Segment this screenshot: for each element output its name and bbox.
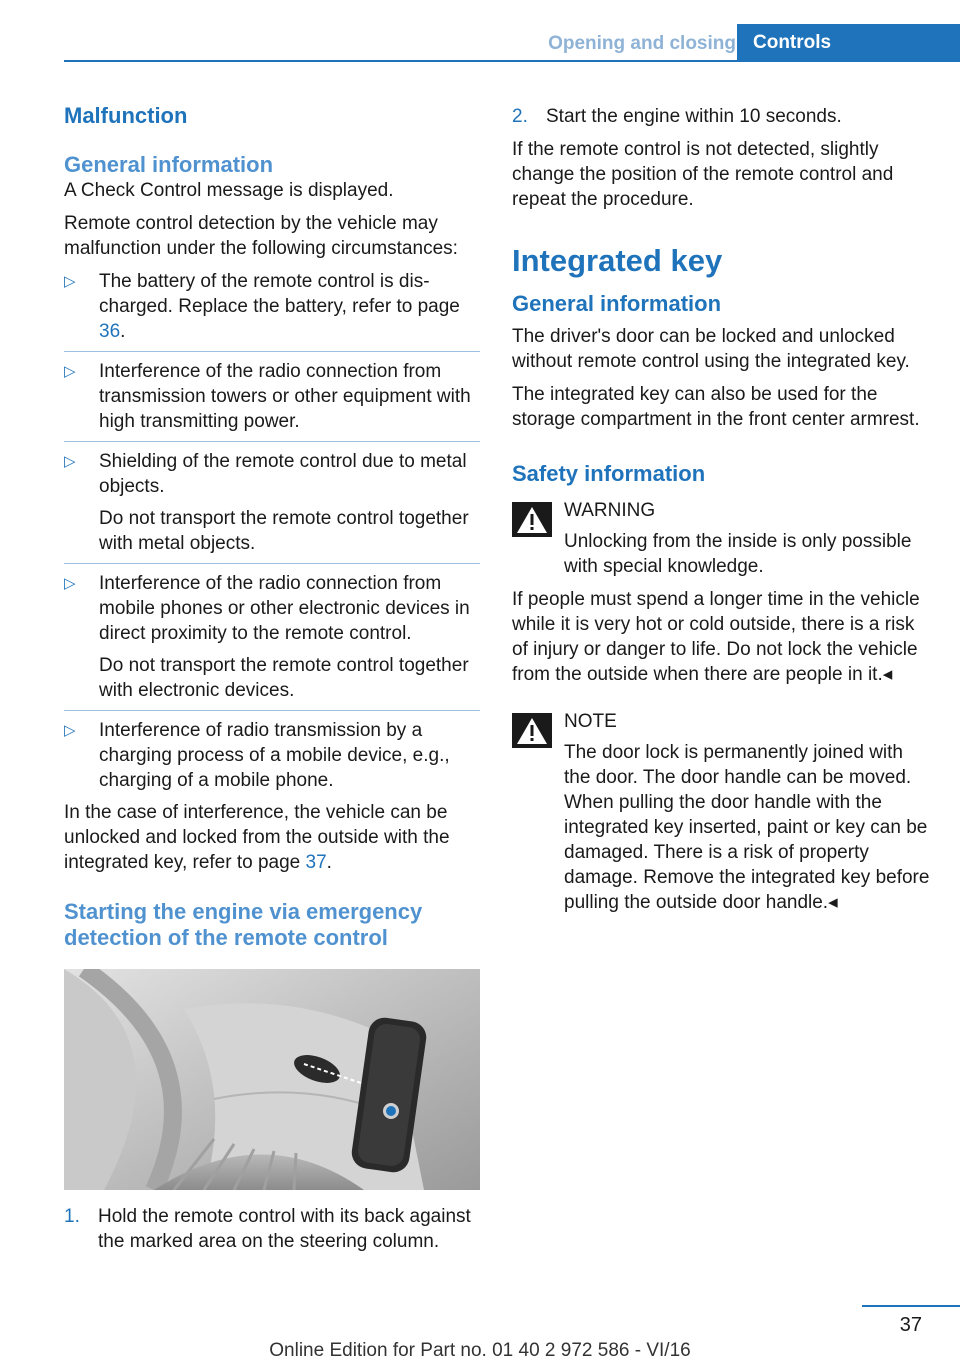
steps-list [512, 104, 932, 129]
warning-triangle-icon [512, 502, 552, 537]
paragraph: Remote control detection by the vehicle may malfunction under the following circumstances: [64, 213, 458, 259]
note-text: The door lock is permanently joined with the door. The door handle can be moved. When pulling the door handle with the integrated key inserted, paint or key can be damaged. There is a risk of property damage. Remove the integrated key before pulling the outside door handle.◂ [564, 742, 930, 913]
warning-first-line: Unlocking from the inside is only possible with special knowledge. [564, 531, 912, 577]
header-section-title: Opening and closing [548, 33, 736, 54]
note-triangle-icon [512, 713, 552, 748]
divider [64, 351, 480, 352]
triangle-bullet-icon: ▷ [64, 575, 76, 592]
triangle-bullet-icon: ▷ [64, 363, 76, 380]
general-information-heading: General information [64, 152, 274, 177]
steering-column-illustration [64, 969, 480, 1190]
page-link[interactable]: 36 [99, 321, 121, 342]
left-column [64, 100, 480, 1262]
paragraph-text: In the case of interference, the vehicle can be unlocked and locked from the outside with the integrated key, refer to page [64, 802, 450, 873]
integrated-key-heading: Integrated key [512, 243, 723, 278]
list-item [64, 718, 480, 793]
edition-footer: Online Edition for Part no. 01 40 2 972 586 - VI/16 [269, 1340, 691, 1361]
step-text: Start the engine within 10 seconds. [546, 106, 842, 127]
list-item-text: . [120, 321, 126, 342]
triangle-bullet-icon: ▷ [64, 453, 76, 470]
steps-list [64, 1204, 480, 1254]
page-link[interactable]: 37 [305, 852, 327, 873]
warning-keyword: WARNING [564, 500, 656, 521]
list-item-text: Interference of radio transmission by a charging process of a mobile device, e.g., charging of a mobile phone. [99, 720, 450, 791]
list-item-text: The battery of the remote control is discharged. Replace the battery, refer to page [99, 271, 460, 317]
list-item [64, 571, 480, 703]
divider [64, 441, 480, 442]
list-item [64, 269, 480, 344]
step-number: 1. [64, 1206, 80, 1227]
step-text: Hold the remote control with its back against the marked area on the steering column. [98, 1206, 471, 1252]
divider [64, 710, 480, 711]
list-item [64, 359, 480, 434]
footer-rule [862, 1305, 960, 1307]
key-fob-steering-column-icon [64, 969, 480, 1190]
list-item-text: Shielding of the remote control due to metal objects. [99, 451, 467, 497]
paragraph: A Check Control message is displayed. [64, 180, 394, 201]
emergency-start-heading: Starting the engine via emergency detection of the remote control [64, 899, 423, 950]
paragraph: If people must spend a longer time in the vehicle while it is very hot or cold outside, there is a risk of injury or danger to life. Do not lock the vehicle from the outside when there are people in it.◂ [512, 589, 920, 685]
note-block [512, 709, 932, 915]
step-number: 2. [512, 106, 528, 127]
safety-information-heading: Safety information [512, 461, 706, 486]
note-keyword: NOTE [564, 711, 617, 732]
paragraph: The driver's door can be locked and unlocked without remote control using the integrated key. [512, 326, 910, 372]
malfunction-heading: Malfunction [64, 103, 188, 128]
list-item-subtext: Do not transport the remote control together with electronic devices. [99, 655, 469, 701]
circumstance-list [64, 269, 480, 793]
header-chapter-tab: Controls [737, 24, 960, 62]
header-rule [64, 60, 960, 62]
divider [64, 563, 480, 564]
paragraph [64, 800, 480, 875]
triangle-bullet-icon: ▷ [64, 722, 76, 739]
list-item [64, 449, 480, 556]
general-information-heading: General information [512, 291, 722, 316]
warning-block [512, 498, 932, 579]
list-item-subtext: Do not transport the remote control together with metal objects. [99, 508, 469, 554]
list-item [64, 1204, 480, 1254]
paragraph-text: . [326, 852, 332, 873]
list-item-text: Interference of the radio connection from transmission towers or other equipment with high transmitting power. [99, 361, 471, 432]
right-column [512, 100, 932, 915]
paragraph: The integrated key can also be used for the storage compartment in the front center armrest. [512, 384, 920, 430]
triangle-bullet-icon: ▷ [64, 273, 76, 290]
list-item [512, 104, 932, 129]
page-number: 37 [899, 1314, 922, 1336]
list-item-text: Interference of the radio connection from mobile phones or other electronic devices in direct proximity to the remote control. [99, 573, 470, 644]
paragraph: If the remote control is not detected, slightly change the position of the remote control and repeat the procedure. [512, 139, 894, 210]
